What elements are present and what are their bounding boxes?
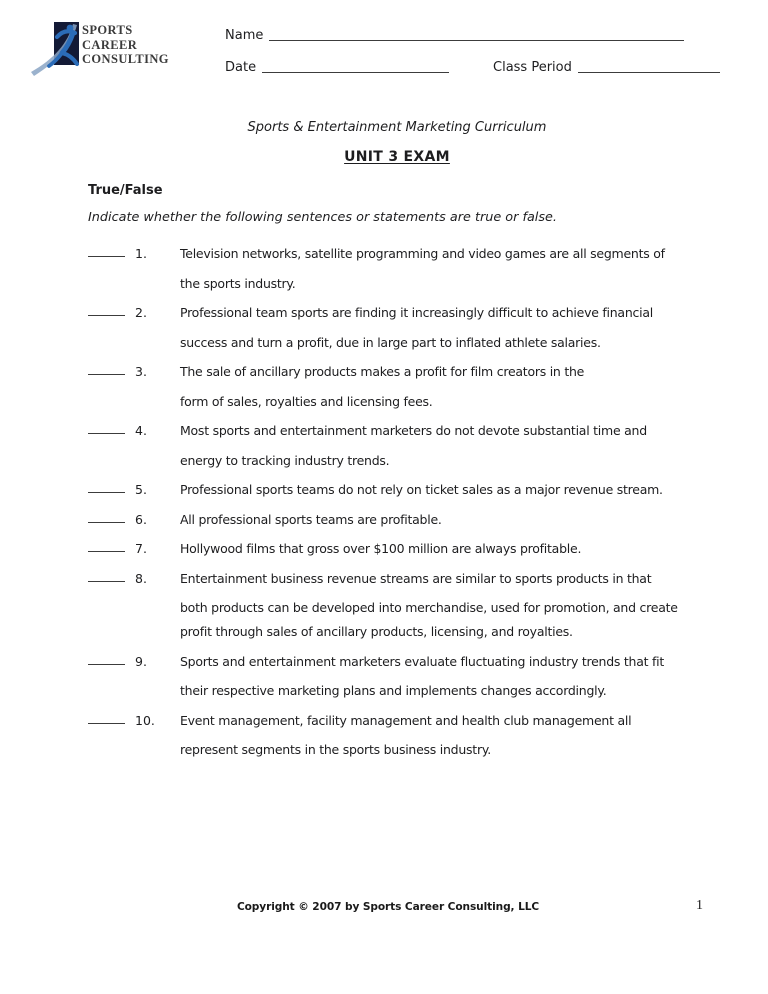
question-number: 2. — [135, 305, 147, 320]
question-line: Most sports and entertainment marketers do not devote substantial time and — [180, 423, 647, 438]
question-row — [88, 564, 714, 640]
question-lines — [180, 239, 714, 298]
question-lines — [180, 706, 714, 765]
answer-blank — [88, 657, 125, 665]
question-line: represent segments in the sports business industry. — [180, 742, 491, 757]
section-instructions: Indicate whether the following sentences or statements are true or false. — [88, 210, 557, 225]
question-row — [88, 647, 714, 706]
true-false-heading: True/False — [88, 183, 163, 198]
question-number: 1. — [135, 246, 147, 261]
question-line: Television networks, satellite programming and video games are all segments of — [180, 246, 665, 261]
question-row — [88, 357, 714, 416]
answer-blank — [88, 574, 125, 582]
question-row — [88, 534, 714, 564]
question-number: 4. — [135, 423, 147, 438]
question-row — [88, 505, 714, 535]
name-field-row — [225, 27, 684, 43]
question-line: form of sales, royalties and licensing fees. — [180, 393, 433, 409]
question-line: profit through sales of ancillary products, licensing, and royalties. — [180, 623, 573, 639]
question-number: 3. — [135, 364, 147, 379]
page-number: 1 — [696, 898, 703, 913]
question-line: The sale of ancillary products makes a profit for film creators in the — [180, 364, 585, 379]
question-row — [88, 475, 714, 505]
answer-blank — [88, 249, 125, 257]
answer-blank — [88, 308, 125, 316]
answer-blank — [88, 544, 125, 552]
question-line: Professional sports teams do not rely on ticket sales as a major revenue stream. — [180, 482, 663, 497]
question-number: 9. — [135, 653, 147, 669]
answer-blank — [88, 426, 125, 434]
question-line: All professional sports teams are profitable. — [180, 511, 442, 527]
logo-word-sports: SPORTS — [82, 23, 133, 37]
question-line: their respective marketing plans and implements changes accordingly. — [180, 683, 607, 698]
question-lines — [180, 298, 714, 357]
question-lines — [180, 505, 714, 535]
name-blank-line — [269, 27, 684, 41]
question-line: Event management, facility management and health club management all — [180, 712, 632, 728]
question-line: Hollywood films that gross over $100 million are always profitable. — [180, 541, 582, 556]
answer-blank — [88, 485, 125, 493]
answer-blank — [88, 367, 125, 375]
class-period-label: Class Period — [493, 60, 572, 75]
class-period-field-row — [493, 59, 720, 75]
question-number: 5. — [135, 482, 147, 497]
date-field-row — [225, 59, 449, 75]
question-row — [88, 298, 714, 357]
answer-blank — [88, 515, 125, 523]
question-line: success and turn a profit, due in large part to inflated athlete salaries. — [180, 334, 601, 350]
question-row — [88, 706, 714, 765]
question-line: Professional team sports are finding it increasingly difficult to achieve financial — [180, 305, 653, 320]
question-row — [88, 239, 714, 298]
question-number: 10. — [135, 712, 155, 728]
question-line: Sports and entertainment marketers evaluate fluctuating industry trends that fit — [180, 653, 665, 669]
question-line: both products can be developed into merchandise, used for promotion, and create — [180, 600, 678, 615]
question-lines — [180, 416, 714, 475]
logo-wordmark — [82, 23, 169, 67]
question-row — [88, 416, 714, 475]
date-blank-line — [262, 59, 449, 73]
questions — [88, 239, 714, 765]
question-lines — [180, 357, 714, 416]
question-line: Entertainment business revenue streams are similar to sports products in that — [180, 570, 652, 586]
date-label: Date — [225, 60, 257, 75]
curriculum-title: Sports & Entertainment Marketing Curriculum — [247, 120, 547, 135]
question-number: 6. — [135, 511, 147, 527]
copyright-notice: Copyright © 2007 by Sports Career Consulting, LLC — [236, 901, 540, 913]
name-label: Name — [225, 28, 264, 43]
logo-word-consulting: CONSULTING — [82, 52, 169, 66]
question-lines — [180, 647, 714, 706]
question-lines — [180, 564, 714, 640]
class-period-blank-line — [578, 59, 720, 73]
question-number: 7. — [135, 541, 147, 556]
logo-word-career: CAREER — [82, 37, 138, 52]
exam-title: UNIT 3 EXAM — [344, 149, 450, 165]
question-number: 8. — [135, 570, 147, 586]
question-lines — [180, 534, 714, 564]
question-line: energy to tracking industry trends. — [180, 452, 390, 468]
question-line: the sports industry. — [180, 275, 296, 291]
question-lines — [180, 475, 714, 505]
answer-blank — [88, 716, 125, 724]
